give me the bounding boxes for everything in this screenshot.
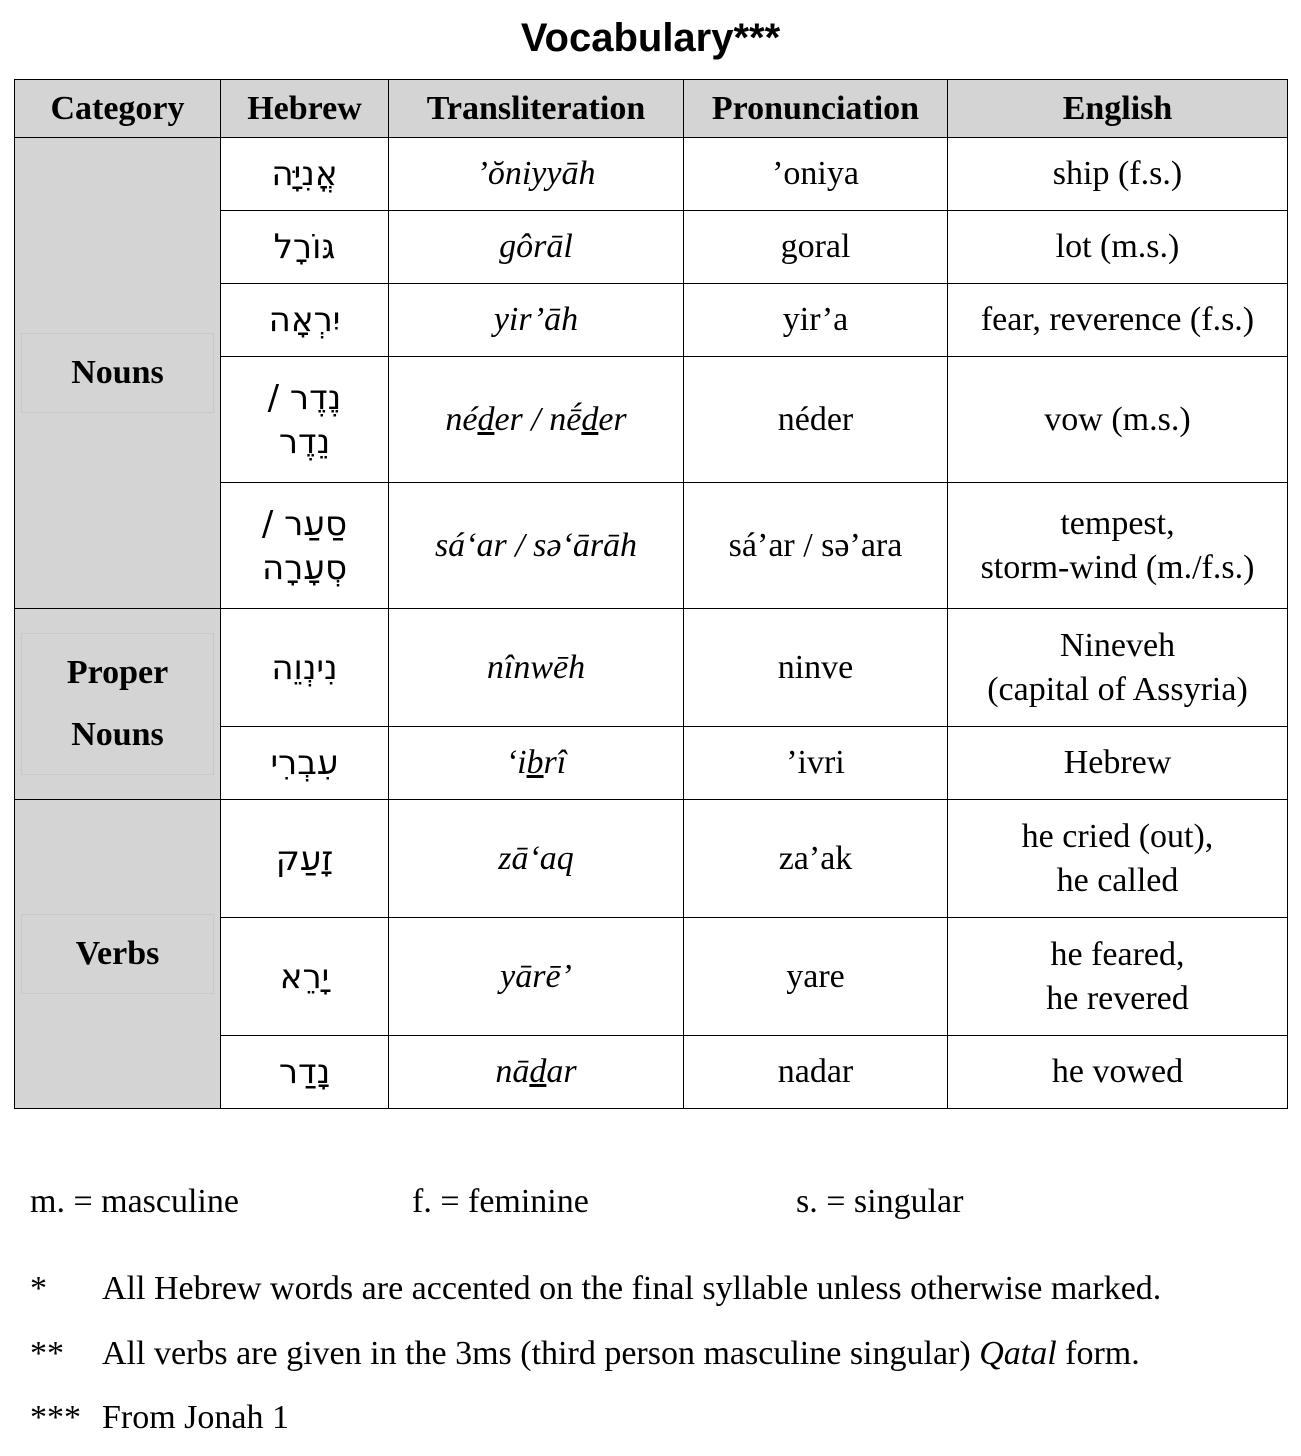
pronunciation-cell: ninve — [684, 609, 948, 727]
footnote-mark: * — [30, 1270, 47, 1307]
footnote-text: form. — [1056, 1335, 1140, 1372]
footnote-text: All Hebrew words are accented on the final syllable unless otherwise marked. — [102, 1270, 1162, 1307]
hebrew-line: נֶדֶר / — [267, 377, 342, 418]
english-cell: vow (m.s.) — [948, 357, 1288, 483]
hebrew-cell: נִינְוֵה — [221, 609, 389, 727]
translit-part: er — [598, 400, 627, 438]
hebrew-cell: גּוֹרָל — [221, 211, 389, 284]
hebrew-cell — [221, 483, 389, 609]
hebrew-line: נֵדֶר — [278, 421, 331, 462]
transliteration-cell: sá‘ar / sə‘ārāh — [389, 483, 684, 609]
footnote-1 — [30, 1267, 1161, 1311]
category-verbs — [15, 800, 221, 1109]
transliteration-cell: yir’āh — [389, 284, 684, 357]
english-cell — [948, 609, 1288, 727]
transliteration-cell: nînwēh — [389, 609, 684, 727]
category-label: Verbs — [21, 914, 214, 994]
footnote-3 — [30, 1396, 289, 1440]
footnote-mark: *** — [30, 1399, 81, 1436]
translit-part: rî — [543, 744, 567, 781]
hebrew-line: סְעָרָה — [261, 547, 348, 588]
abbreviation-singular: s. = singular — [796, 1183, 964, 1220]
footnote-text: From Jonah 1 — [102, 1399, 289, 1436]
abbreviation-masculine: m. = masculine — [30, 1183, 239, 1220]
hebrew-cell: יִרְאָה — [221, 284, 389, 357]
english-line: he called — [1056, 861, 1179, 899]
english-line: he cried (out), — [1021, 817, 1214, 855]
english-cell — [948, 918, 1288, 1036]
english-cell: ship (f.s.) — [948, 138, 1288, 211]
pronunciation-cell: néder — [684, 357, 948, 483]
footnote-2 — [30, 1332, 1140, 1376]
transliteration-cell: gôrāl — [389, 211, 684, 284]
hebrew-cell — [221, 357, 389, 483]
english-line: (capital of Assyria) — [987, 670, 1248, 708]
pronunciation-cell: ’oniya — [684, 138, 948, 211]
english-line: he feared, — [1050, 935, 1185, 973]
translit-part: nā — [495, 1053, 530, 1090]
transliteration-cell — [389, 727, 684, 800]
header-transliteration: Transliteration — [389, 80, 684, 138]
category-label-line: Nouns — [71, 716, 164, 753]
hebrew-cell: זָעַק — [221, 800, 389, 918]
category-proper-nouns — [15, 609, 221, 800]
transliteration-cell: ’ŏniyyāh — [389, 138, 684, 211]
pronunciation-cell: ’ivri — [684, 727, 948, 800]
footnote-text: All verbs are given in the 3ms (third person masculine singular) — [102, 1335, 980, 1372]
category-nouns — [15, 138, 221, 609]
pronunciation-cell: yare — [684, 918, 948, 1036]
category-label: Nouns — [21, 333, 214, 413]
transliteration-cell — [389, 1036, 684, 1109]
footnote-text-italic: Qatal — [979, 1335, 1057, 1372]
category-label — [21, 633, 214, 775]
translit-part: er / nḗ — [494, 400, 582, 438]
english-line: Nineveh — [1059, 626, 1176, 664]
category-label-line: Proper — [66, 654, 169, 691]
english-cell: Hebrew — [948, 727, 1288, 800]
table-row — [15, 138, 1288, 211]
translit-underlined-part: d — [477, 400, 495, 438]
pronunciation-cell: yir’a — [684, 284, 948, 357]
header-hebrew: Hebrew — [221, 80, 389, 138]
pronunciation-cell: sá’ar / sə’ara — [684, 483, 948, 609]
hebrew-line: סַעַר / — [261, 503, 348, 544]
english-cell — [948, 800, 1288, 918]
translit-part: né — [445, 400, 478, 438]
translit-part: ar — [546, 1053, 577, 1090]
hebrew-cell: אֳנִיָּה — [221, 138, 389, 211]
english-cell: fear, reverence (f.s.) — [948, 284, 1288, 357]
english-cell: he vowed — [948, 1036, 1288, 1109]
english-cell: lot (m.s.) — [948, 211, 1288, 284]
english-cell — [948, 483, 1288, 609]
transliteration-cell: yārē’ — [389, 918, 684, 1036]
header-category: Category — [15, 80, 221, 138]
pronunciation-cell: nadar — [684, 1036, 948, 1109]
abbreviation-feminine: f. = feminine — [412, 1183, 589, 1220]
pronunciation-cell: za’ak — [684, 800, 948, 918]
english-line: tempest, — [1060, 504, 1175, 542]
table-header-row — [15, 80, 1288, 138]
hebrew-cell: נָדַר — [221, 1036, 389, 1109]
translit-part: ‘i — [505, 744, 527, 781]
vocabulary-table — [14, 79, 1288, 1109]
footnote-mark: ** — [30, 1335, 64, 1372]
header-english: English — [948, 80, 1288, 138]
translit-underlined-part: d — [529, 1053, 547, 1090]
table-row — [15, 609, 1288, 727]
translit-underlined-part: b — [526, 744, 544, 781]
hebrew-cell: יָרֵא — [221, 918, 389, 1036]
transliteration-cell: zā‘aq — [389, 800, 684, 918]
english-line: storm-wind (m./f.s.) — [980, 548, 1255, 586]
english-line: he revered — [1046, 979, 1189, 1017]
translit-underlined-part: d — [581, 400, 599, 438]
header-pronunciation: Pronunciation — [684, 80, 948, 138]
pronunciation-cell: goral — [684, 211, 948, 284]
page-title: Vocabulary*** — [520, 16, 781, 60]
transliteration-cell — [389, 357, 684, 483]
table-row — [15, 800, 1288, 918]
hebrew-cell: עִבְרִי — [221, 727, 389, 800]
